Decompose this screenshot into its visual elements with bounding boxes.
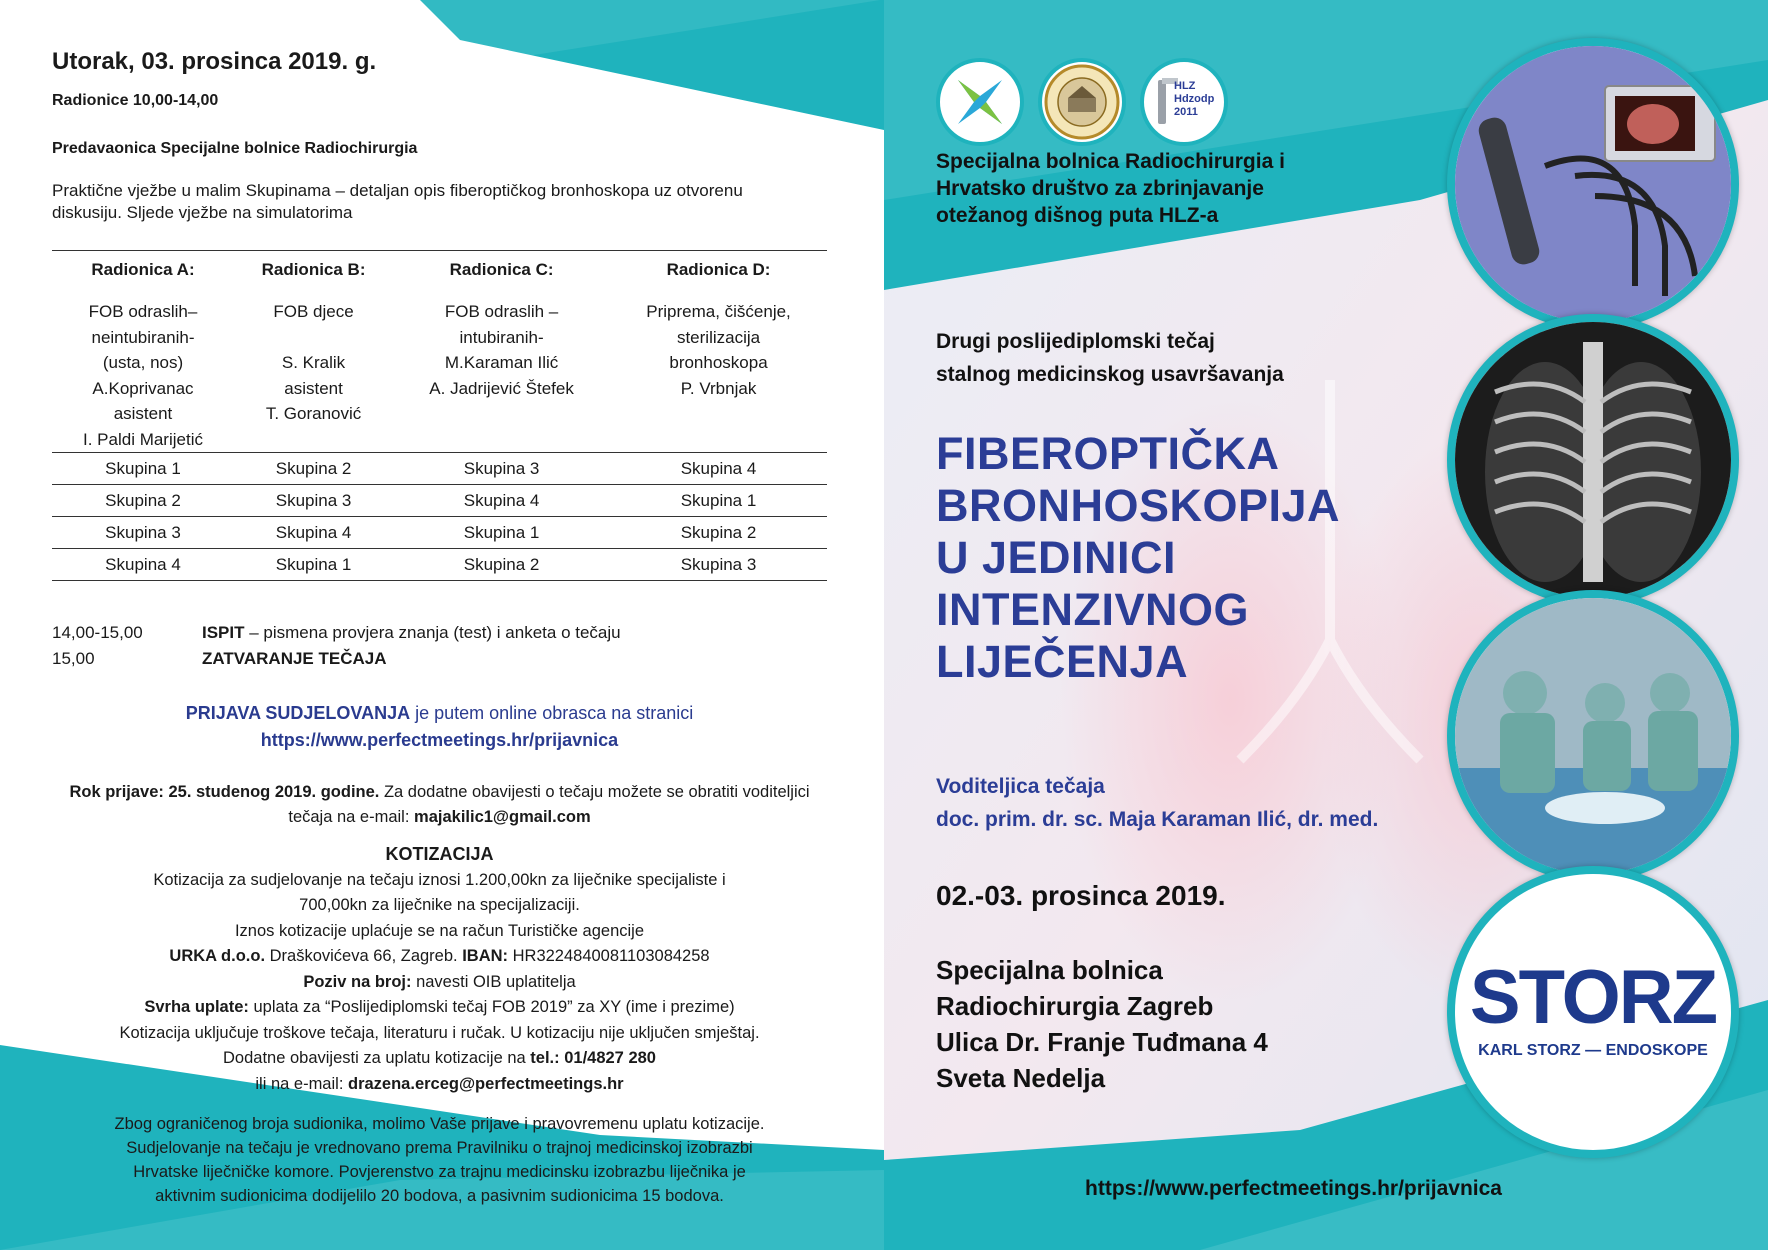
fee-line: Iznos kotizacije uplaćuje se na račun Turističke agencije bbox=[234, 921, 645, 940]
registration-link[interactable]: https://www.perfectmeetings.hr/prijavnica bbox=[260, 730, 619, 750]
purpose-label: Svrha uplate: bbox=[144, 998, 249, 1016]
organizer bbox=[936, 148, 1285, 229]
desc-line: FOB djece bbox=[273, 302, 354, 321]
leader-label: Voditeljica tečaja bbox=[936, 775, 1105, 798]
group-row bbox=[52, 453, 827, 485]
title-line: BRONHOSKOPIJA bbox=[936, 480, 1341, 531]
desc-line: I. Paldi Marijetić bbox=[83, 429, 203, 449]
fee-purpose-line bbox=[52, 995, 827, 1021]
group-cell: Skupina 1 bbox=[234, 549, 393, 581]
notice-line: Sudjelovanje na tečaju je vrednovano prema Pravilniku o trajnoj medicinskoj izobrazbi bbox=[126, 1139, 753, 1157]
contact-text: Dodatne obavijesti za uplatu kotizacije na bbox=[223, 1049, 531, 1067]
desc-spacer bbox=[238, 325, 389, 351]
storz-logo-circle bbox=[1447, 866, 1739, 1158]
fee-line: Kotizacija za sudjelovanje na tečaju iznosi 1.200,00kn za liječnike specijaliste i bbox=[153, 870, 726, 889]
organizer-line: Specijalna bolnica Radiochirurgia i bbox=[936, 150, 1285, 173]
registration-text: je putem online obrasca na stranici bbox=[410, 703, 694, 723]
workshop-header: Radionica B: bbox=[234, 251, 393, 290]
group-row bbox=[52, 517, 827, 549]
notice-line: Hrvatske liječničke komore. Povjerenstvo za trajnu medicinsku izobrazbu liječnika je bbox=[133, 1163, 746, 1181]
venue-line: Specijalna bolnica bbox=[936, 955, 1163, 985]
title-line: U JEDINICI bbox=[936, 532, 1177, 583]
group-cell: Skupina 3 bbox=[52, 517, 234, 549]
group-cell: Skupina 1 bbox=[610, 485, 827, 517]
course-line: Drugi poslijediplomski tečaj bbox=[936, 330, 1215, 353]
contact-text: ili na e-mail: bbox=[255, 1074, 348, 1093]
workshop-desc bbox=[610, 289, 827, 453]
organizer-line: Hrvatsko društvo za zbrinjavanje bbox=[936, 177, 1264, 200]
deadline-info bbox=[52, 780, 827, 830]
exam-label: ISPIT bbox=[202, 623, 245, 642]
course-venue bbox=[936, 952, 1268, 1096]
workshop-desc bbox=[234, 289, 393, 453]
group-cell: Skupina 4 bbox=[393, 485, 610, 517]
agency-name: URKA d.o.o. bbox=[169, 947, 266, 965]
desc-line: (usta, nos) bbox=[102, 353, 184, 372]
course-line: stalnog medicinskog usavršavanja bbox=[936, 363, 1284, 386]
exam-text: – pismena provjera znanja (test) i anketa o tečaju bbox=[244, 623, 621, 642]
surgery-image bbox=[1455, 598, 1731, 874]
deadline-text: Za dodatne obavijesti o tečaju možete se obratiti voditeljici tečaja na e-mail: bbox=[288, 783, 810, 826]
group-cell: Skupina 4 bbox=[234, 517, 393, 549]
registration-label: PRIJAVA SUDJELOVANJA bbox=[185, 703, 411, 723]
organizer-line: otežanog dišnog puta HLZ-a bbox=[936, 204, 1219, 227]
desc-line: sterilizacija bbox=[676, 327, 761, 347]
iban-label: IBAN: bbox=[462, 947, 509, 965]
hlz-logo bbox=[1140, 58, 1228, 146]
exam-schedule bbox=[52, 620, 621, 672]
contact-email-link[interactable]: drazena.erceg@perfectmeetings.hr bbox=[348, 1074, 624, 1093]
desc-line: M.Karaman Ilić bbox=[444, 353, 559, 372]
notice-line: aktivnim sudionicima dodijelilo 20 bodova, a pasivnim sudionicima 15 bodova. bbox=[155, 1187, 724, 1205]
title-line: INTENZIVNOG bbox=[936, 584, 1250, 635]
fee-bank-line bbox=[52, 944, 827, 970]
group-cell: Skupina 4 bbox=[610, 453, 827, 485]
leader-email-link[interactable]: majakilic1@gmail.com bbox=[414, 808, 591, 826]
group-cell: Skupina 2 bbox=[52, 485, 234, 517]
fee-ref-line bbox=[52, 970, 827, 996]
medical-society-seal bbox=[1038, 58, 1126, 146]
group-cell: Skupina 2 bbox=[234, 453, 393, 485]
desc-line: asistent bbox=[113, 404, 173, 423]
venue-line: Sveta Nedelja bbox=[936, 1063, 1106, 1093]
seal-icon bbox=[1042, 62, 1122, 142]
fee-section bbox=[52, 842, 827, 1097]
fee-title: KOTIZACIJA bbox=[385, 844, 494, 864]
purpose-value: uplata za “Poslijediplomski tečaj FOB 2019” za XY (ime i prezime) bbox=[248, 998, 735, 1016]
course-leader bbox=[936, 770, 1378, 836]
group-cell: Skupina 2 bbox=[393, 549, 610, 581]
notice-paragraph bbox=[52, 1112, 827, 1208]
exam-time: 14,00-15,00 bbox=[52, 623, 143, 642]
desc-line: intubiranih- bbox=[459, 327, 544, 347]
workshop-table bbox=[52, 250, 827, 581]
bronchoscope-photo bbox=[1447, 38, 1739, 330]
group-row bbox=[52, 549, 827, 581]
group-cell: Skupina 3 bbox=[393, 453, 610, 485]
registration-info bbox=[52, 700, 827, 754]
title-line: FIBEROPTIČKA bbox=[936, 428, 1280, 479]
contact-phone[interactable]: tel.: 01/4827 280 bbox=[530, 1049, 656, 1067]
notice-line: Zbog ograničenog broja sudionika, molimo Vaše prijave i pravovremenu uplatu kotizacije. bbox=[114, 1115, 765, 1133]
group-cell: Skupina 1 bbox=[52, 453, 234, 485]
desc-line: A.Koprivanac bbox=[92, 378, 194, 398]
bronchoscope-image bbox=[1455, 46, 1731, 322]
course-type bbox=[936, 325, 1284, 391]
cross-logo bbox=[936, 58, 1024, 146]
group-cell: Skupina 4 bbox=[52, 549, 234, 581]
chest-xray-photo bbox=[1447, 314, 1739, 606]
group-cell: Skupina 3 bbox=[234, 485, 393, 517]
fee-email-line bbox=[52, 1072, 827, 1098]
desc-line: A. Jadrijević Štefek bbox=[429, 378, 574, 398]
course-dates: 02.-03. prosinca 2019. bbox=[936, 880, 1226, 911]
storz-logo-text: STORZ bbox=[1469, 955, 1717, 1040]
venue-line: Ulica Dr. Franje Tuđmana 4 bbox=[936, 1027, 1268, 1057]
desc-line: bronhoskopa bbox=[669, 353, 768, 372]
group-row bbox=[52, 485, 827, 517]
workshop-desc bbox=[393, 289, 610, 453]
desc-line: asistent bbox=[284, 378, 343, 398]
leader-name: doc. prim. dr. sc. Maja Karaman Ilić, dr. med. bbox=[936, 808, 1379, 831]
ref-value: navesti OIB uplatitelja bbox=[411, 972, 576, 991]
deadline-label: Rok prijave: 25. studenog 2019. godine. bbox=[69, 783, 380, 801]
close-time: 15,00 bbox=[52, 649, 95, 668]
group-cell: Skupina 2 bbox=[610, 517, 827, 549]
fee-contact-line bbox=[52, 1046, 827, 1072]
hlz-logo-text: HLZ Hdzodp 2011 bbox=[1174, 80, 1215, 118]
agency-address: Draškovićeva 66, Zagreb. bbox=[265, 947, 463, 965]
course-title bbox=[936, 428, 1340, 688]
cross-logo-icon bbox=[940, 62, 1020, 142]
storz-logo-subtitle: KARL STORZ — ENDOSKOPE bbox=[1478, 1042, 1708, 1059]
ref-label: Poziv na broj: bbox=[303, 972, 412, 991]
workshop-intro: Praktične vježbe u malim Skupinama – detaljan opis fiberoptičkog bronhoskopa uz otvorenu diskusiju. Sljede vježbe na simulatorima bbox=[52, 181, 743, 222]
workshop-header: Radionica A: bbox=[52, 251, 234, 290]
desc-line: FOB odraslih – bbox=[444, 302, 559, 321]
workshop-venue: Predavaonica Specijalne bolnice Radiochirurgia bbox=[52, 140, 418, 157]
workshop-header: Radionica C: bbox=[393, 251, 610, 290]
group-cell: Skupina 3 bbox=[610, 549, 827, 581]
desc-line: FOB odraslih– bbox=[88, 302, 198, 321]
group-cell: Skupina 1 bbox=[393, 517, 610, 549]
desc-line: Priprema, čišćenje, bbox=[646, 302, 791, 321]
chest-xray-image bbox=[1455, 322, 1731, 598]
workshop-desc bbox=[52, 289, 234, 453]
desc-line: P. Vrbnjak bbox=[680, 378, 757, 398]
workshop-header: Radionica D: bbox=[610, 251, 827, 290]
fee-line: Kotizacija uključuje troškove tečaja, literaturu i ručak. U kotizaciju nije uključen smještaj. bbox=[119, 1023, 760, 1042]
workshop-time: Radionice 10,00-14,00 bbox=[52, 92, 219, 109]
desc-line: T. Goranović bbox=[265, 404, 362, 423]
session-date: Utorak, 03. prosinca 2019. g. bbox=[52, 48, 377, 75]
iban-value: HR3224840081103084258 bbox=[508, 947, 710, 965]
desc-line: S. Kralik bbox=[281, 353, 346, 372]
title-line: LIJEČENJA bbox=[936, 636, 1189, 687]
registration-url[interactable]: https://www.perfectmeetings.hr/prijavnica bbox=[1085, 1177, 1502, 1200]
fee-line: 700,00kn za liječnike na specijalizaciji. bbox=[299, 896, 580, 914]
surgery-photo bbox=[1447, 590, 1739, 882]
desc-line: neintubiranih- bbox=[91, 327, 195, 347]
close-label: ZATVARANJE TEČAJA bbox=[202, 649, 387, 668]
venue-line: Radiochirurgia Zagreb bbox=[936, 991, 1214, 1021]
